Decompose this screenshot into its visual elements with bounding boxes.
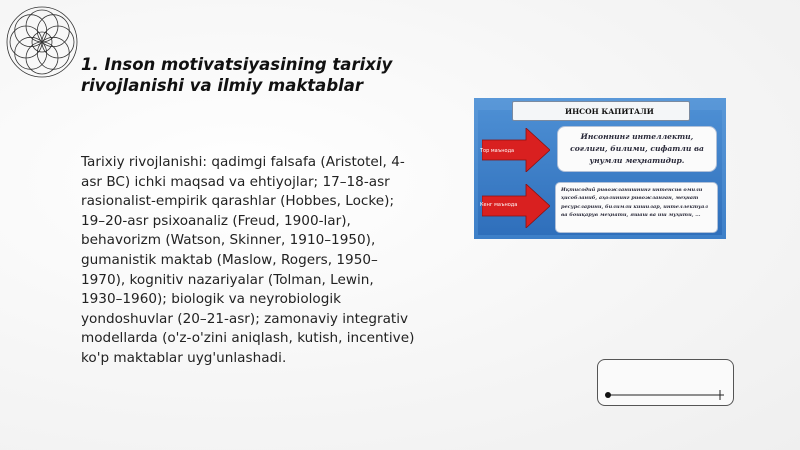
media-progress-track[interactable] [598, 360, 733, 405]
figure-header: ИНСОН КАПИТАЛИ [512, 101, 690, 121]
media-player-card[interactable] [597, 359, 734, 406]
human-capital-figure [474, 98, 726, 239]
definition-box-narrow: Инсоннинг интеллекти, соғлиги, билими, сифатли ва унумли меҳнатидир. [557, 126, 717, 172]
arrow-label-broad: Кенг маънода [480, 202, 518, 208]
end-marker-icon [716, 390, 724, 400]
slide-body-text: Tarixiy rivojlanishi: qadimgi falsafa (Aristotel, 4-asr BC) ichki maqsad va ehtiyojlar; 17–18-asr rasionalist-empirik qarashlar (Hobbes, Locke); 19–20-asr psixoanaliz (Freud, 1900-lar), behavorizm (Watson, Skinner, 1910–1950), gumanistik maktab (Maslow, Rogers, 1950–1970), kognitiv nazariyalar (Tolman, Lewin, 1930–1960); biologik va neyrobiologik yondoshuvlar (20–21-asr); zamonaviy integrativ modellarda (o'z-o'zini aniqlash, kutish, incentive) ko'p maktablar uyg'unlashadi. [81, 154, 415, 366]
slide-title: 1. Inson motivatsiyasining tarixiy rivojlanishi va ilmiy maktablar [81, 55, 393, 95]
decorative-rosette-logo [4, 4, 80, 80]
play-dot-icon[interactable] [605, 392, 611, 398]
definition-box-broad: Иқтисодий ривожланишнинг интенсив омили ҳисобланиб, аҳолининг ривожланган, меҳнат ресурсларини, билимли кишилар, интеллектуал ва бошқарув меҳнати, яшаш ва иш муҳити, ... [555, 182, 718, 233]
arrow-label-narrow: Тор маънода [480, 148, 515, 154]
